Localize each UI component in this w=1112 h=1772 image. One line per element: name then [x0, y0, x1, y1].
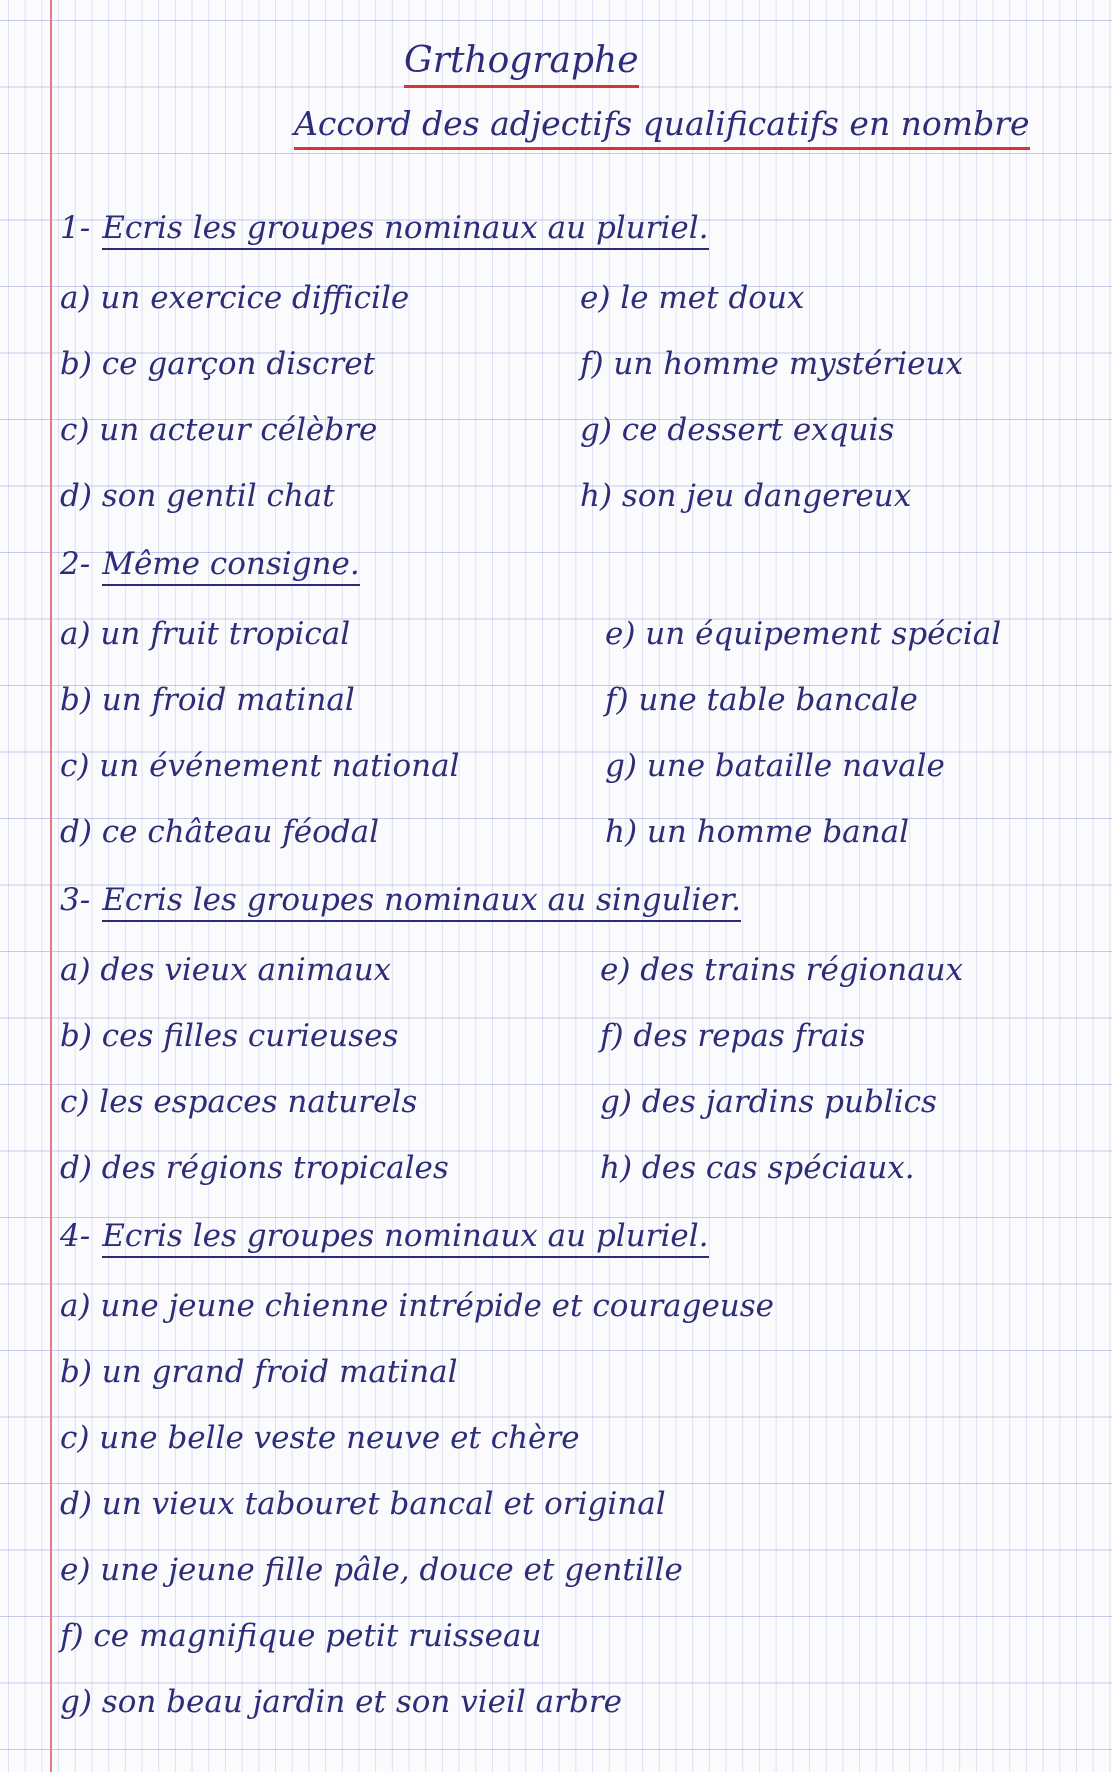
exercise-2-item-a: a) un fruit tropical [60, 616, 351, 652]
exercise-3-heading [60, 882, 741, 918]
exercise-3-item-d: d) des régions tropicales [60, 1150, 449, 1186]
exercise-4-item-b: b) un grand froid matinal [60, 1354, 458, 1390]
exercise-1-item-b: b) ce garçon discret [60, 346, 375, 382]
exercise-1-item-c: c) un acteur célèbre [60, 412, 378, 448]
exercise-instruction: Ecris les groupes nominaux au pluriel. [102, 1218, 708, 1258]
exercise-2-item-b: b) un froid matinal [60, 682, 355, 718]
exercise-2-item-f: f) une table bancale [605, 682, 918, 718]
exercise-4-item-e: e) une jeune fille pâle, douce et gentille [60, 1552, 683, 1588]
page-subtitle: Accord des adjectifs qualificatifs en nombre [294, 104, 1030, 150]
exercise-4-item-a: a) une jeune chienne intrépide et courageuse [60, 1288, 775, 1324]
exercise-4-heading [60, 1218, 709, 1254]
exercise-1-item-d: d) son gentil chat [60, 478, 335, 514]
exercise-1-item-h: h) son jeu dangereux [580, 478, 912, 514]
margin-line [50, 0, 52, 1772]
exercise-1-item-g: g) ce dessert exquis [580, 412, 895, 448]
exercise-2-item-d: d) ce château féodal [60, 814, 379, 850]
exercise-4-item-f: f) ce magnifique petit ruisseau [60, 1618, 542, 1654]
exercise-2-item-g: g) une bataille navale [605, 748, 945, 784]
exercise-3-item-c: c) les espaces naturels [60, 1084, 418, 1120]
exercise-number: 1- [60, 210, 91, 246]
exercise-1-item-e: e) le met doux [580, 280, 805, 316]
exercise-1-item-a: a) un exercice difficile [60, 280, 410, 316]
exercise-instruction: Ecris les groupes nominaux au pluriel. [102, 210, 708, 250]
exercise-3-item-h: h) des cas spéciaux. [600, 1150, 915, 1186]
exercise-2-heading [60, 546, 360, 582]
exercise-4-item-c: c) une belle veste neuve et chère [60, 1420, 580, 1456]
exercise-1-item-f: f) un homme mystérieux [580, 346, 963, 382]
exercise-2-item-h: h) un homme banal [605, 814, 910, 850]
exercise-number: 4- [60, 1218, 91, 1254]
exercise-3-item-b: b) ces filles curieuses [60, 1018, 399, 1054]
exercise-3-item-e: e) des trains régionaux [600, 952, 964, 988]
exercise-1-heading [60, 210, 709, 246]
exercise-3-item-g: g) des jardins publics [600, 1084, 937, 1120]
exercise-number: 3- [60, 882, 91, 918]
exercise-4-item-d: d) un vieux tabouret bancal et original [60, 1486, 666, 1522]
exercise-4-item-g: g) son beau jardin et son vieil arbre [60, 1684, 622, 1720]
exercise-2-item-e: e) un équipement spécial [605, 616, 1002, 652]
exercise-instruction: Ecris les groupes nominaux au singulier. [102, 882, 741, 922]
exercise-instruction: Même consigne. [102, 546, 360, 586]
exercise-3-item-a: a) des vieux animaux [60, 952, 392, 988]
exercise-3-item-f: f) des repas frais [600, 1018, 866, 1054]
exercise-number: 2- [60, 546, 91, 582]
exercise-2-item-c: c) un événement national [60, 748, 460, 784]
page-title: Grthographe [404, 40, 639, 88]
